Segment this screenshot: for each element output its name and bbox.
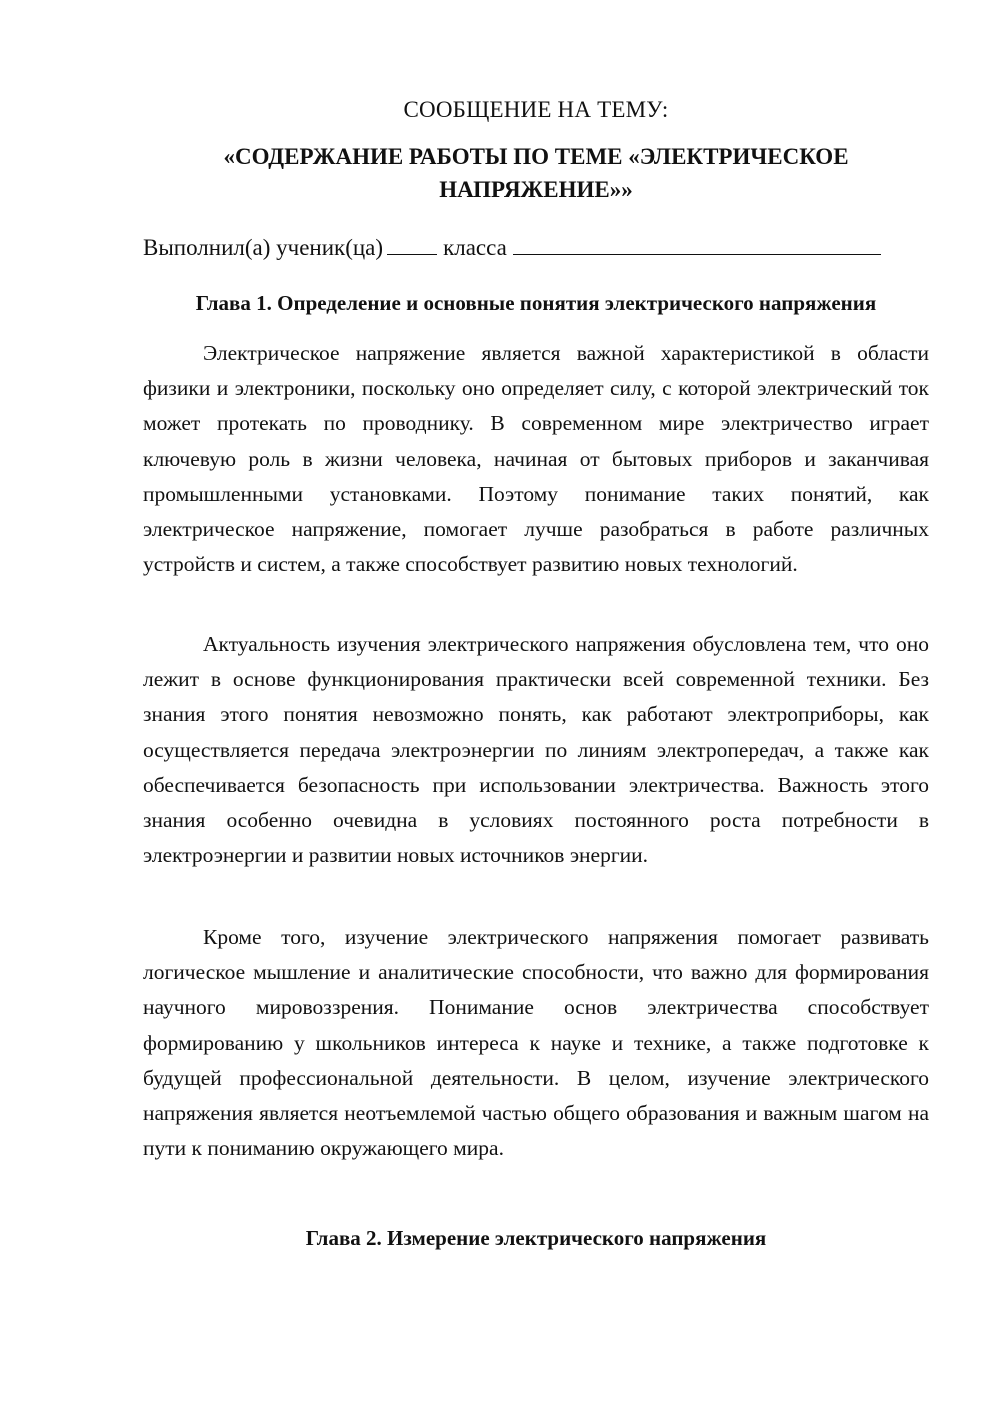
class-label: класса bbox=[443, 235, 507, 260]
chapter-2-heading: Глава 2. Измерение электрического напряжения bbox=[305, 1226, 767, 1250]
document-header: СООБЩЕНИЕ НА ТЕМУ: bbox=[403, 97, 669, 122]
class-number-blank bbox=[387, 232, 437, 255]
author-label: Выполнил(а) ученик(ца) bbox=[143, 235, 384, 260]
chapter-1-heading: Глава 1. Определение и основные понятия электрического напряжения bbox=[195, 291, 877, 315]
paragraph: Актуальность изучения электрического напряжения обусловлена тем, что оно лежит в основе функционирования практически всей современной техники. Без знания этого понятия невозможно понять, как работают электроприборы, как осуществляется передача электроэнергии по линиям электропередач, а также как обеспечивается безопасность при использовании электричества. Важность этого знания особенно очевидна в условиях постоянного роста потребности в электроэнергии и развитии новых источников энергии. bbox=[143, 632, 929, 868]
paragraph: Электрическое напряжение является важной характеристикой в области физики и электроники, поскольку оно определяет силу, с которой электрический ток может протекать по проводнику. В современном мире электричество играет ключевую роль в жизни человека, начиная от бытовых приборов и заканчивая промышленными установками. Поэтому понимание таких понятий, как электрическое напряжение, помогает лучше разобраться в работе различных устройств и систем, а также способствует развитию новых технологий. bbox=[143, 341, 929, 577]
author-line bbox=[143, 232, 933, 264]
document-title: «СОДЕРЖАНИЕ РАБОТЫ ПО ТЕМЕ «ЭЛЕКТРИЧЕСКОЕ НАПРЯЖЕНИЕ»» bbox=[223, 144, 849, 202]
student-name-blank bbox=[513, 232, 881, 255]
paragraph: Кроме того, изучение электрического напряжения помогает развивать логическое мышление и аналитические способности, что важно для формирования научного мировоззрения. Понимание основ электричества способствует формированию у школьников интереса к науке и технике, а также подготовке к будущей профессиональной деятельности. В целом, изучение электрического напряжения является неотъемлемой частью общего образования и важным шагом на пути к пониманию окружающего мира. bbox=[143, 925, 929, 1161]
